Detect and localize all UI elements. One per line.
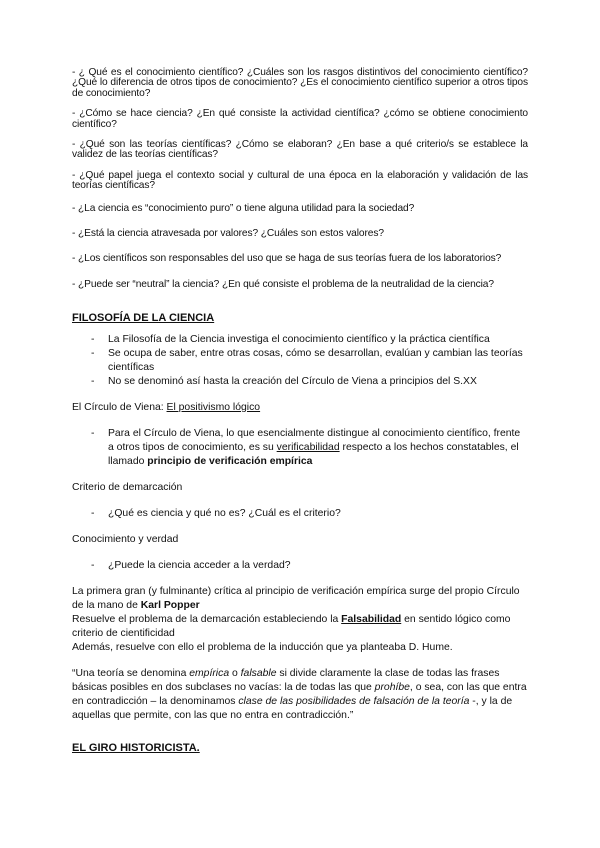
question-2: - ¿Cómo se hace ciencia? ¿En qué consiste la actividad científica? ¿cómo se obtiene conocimiento científico? (72, 108, 528, 130)
circulo-list (72, 427, 528, 469)
filosofia-list (72, 333, 528, 389)
heading-filosofia: FILOSOFÍA DE LA CIENCIA (72, 311, 215, 324)
question-1: - ¿ Qué es el conocimiento científico? ¿Cuáles son los rasgos distintivos del conocimiento científico? ¿Qué lo diferencia de otros tipos de conocimiento? ¿Es el conocimiento científico superior a otros tipos de conocimiento? (72, 67, 528, 99)
list-item: - ¿Qué es ciencia y qué no es? ¿Cuál es el criterio? (72, 507, 528, 521)
text-span: falsable (240, 667, 277, 679)
circulo-label: El Círculo de Viena: (72, 401, 167, 413)
question-3: - ¿Qué son las teorías científicas? ¿Cómo se elaboran? ¿En base a qué criterio/s se establece la validez de las teorías científicas? (72, 139, 528, 161)
text-span: -, y la de aquellas que permite, con las que no entra en contradicción.” (72, 695, 513, 721)
list-item: - La Filosofía de la Ciencia investiga el conocimiento científico y la práctica científica (72, 333, 528, 347)
text-span: empírica (189, 667, 230, 679)
text-span: , o sea, con las que entra en contradicción – la denominamos (72, 681, 527, 707)
verdad-list (72, 559, 528, 573)
heading-giro: EL GIRO HISTORICISTA. (72, 741, 200, 754)
text-span: respecto a los hechos constatables, el llamado (108, 441, 519, 467)
circulo-line (72, 401, 528, 415)
question-4: - ¿Qué papel juega el contexto social y cultural de una época en la elaboración y validación de las teorías científicas? (72, 169, 528, 192)
popper-name: Karl Popper (140, 599, 200, 611)
text-span: Resuelve el problema de la demarcación estableciendo la (72, 613, 342, 625)
question-5: - ¿La ciencia es “conocimiento puro” o tiene alguna utilidad para la sociedad? (72, 202, 415, 214)
list-item: - No se denominó así hasta la creación del Círculo de Viena a principios del S.XX (72, 375, 528, 389)
criterio-label: Criterio de demarcación (72, 481, 183, 493)
text-span: clase de las posibilidades de falsación de la teoría (238, 695, 470, 707)
list-item: - ¿Puede la ciencia acceder a la verdad? (72, 559, 528, 573)
falsabilidad-term: Falsabilidad (341, 613, 402, 625)
text-span: La primera gran (y fulminante) crítica al principio de verificación empírica surge del propio Círculo de la mano de (72, 585, 520, 611)
question-8: - ¿Puede ser “neutral” la ciencia? ¿En qué consiste el problema de la neutralidad de la ciencia? (72, 279, 494, 291)
document-page (72, 68, 528, 763)
popper-paragraph (72, 585, 528, 655)
verdad-label: Conocimiento y verdad (72, 533, 179, 545)
text-span: en sentido lógico como criterio de cientificidad (72, 613, 511, 639)
question-6: - ¿Está la ciencia atravesada por valores? ¿Cuáles son estos valores? (72, 227, 384, 239)
text-span: o (229, 667, 241, 679)
principio-term: principio de verificación empírica (147, 455, 313, 467)
criterio-list (72, 507, 528, 521)
positivismo-link: El positivismo lógico (166, 401, 261, 413)
text-span: Para el Círculo de Viena, lo que esencialmente distingue al conocimiento científico, frente a otros tipos de conocimiento, es su (108, 427, 521, 453)
text-span: prohíbe (374, 681, 410, 693)
text-span: si divide claramente la clase de todas las frases básicas posibles en dos subclases no vacías: la de todas las que (72, 667, 500, 693)
text-span: “Una teoría se denomina (72, 667, 190, 679)
question-7: - ¿Los científicos son responsables del uso que se haga de sus teorías fuera de los laboratorios? (72, 252, 502, 264)
text-span: Además, resuelve con ello el problema de la inducción que ya planteaba D. Hume. (72, 641, 453, 653)
verificabilidad-term: verificabilidad (276, 441, 340, 453)
list-item (72, 427, 528, 469)
list-item: - Se ocupa de saber, entre otras cosas, cómo se desarrollan, evalúan y cambian las teorías científicas (72, 347, 528, 375)
popper-quote (72, 667, 528, 723)
